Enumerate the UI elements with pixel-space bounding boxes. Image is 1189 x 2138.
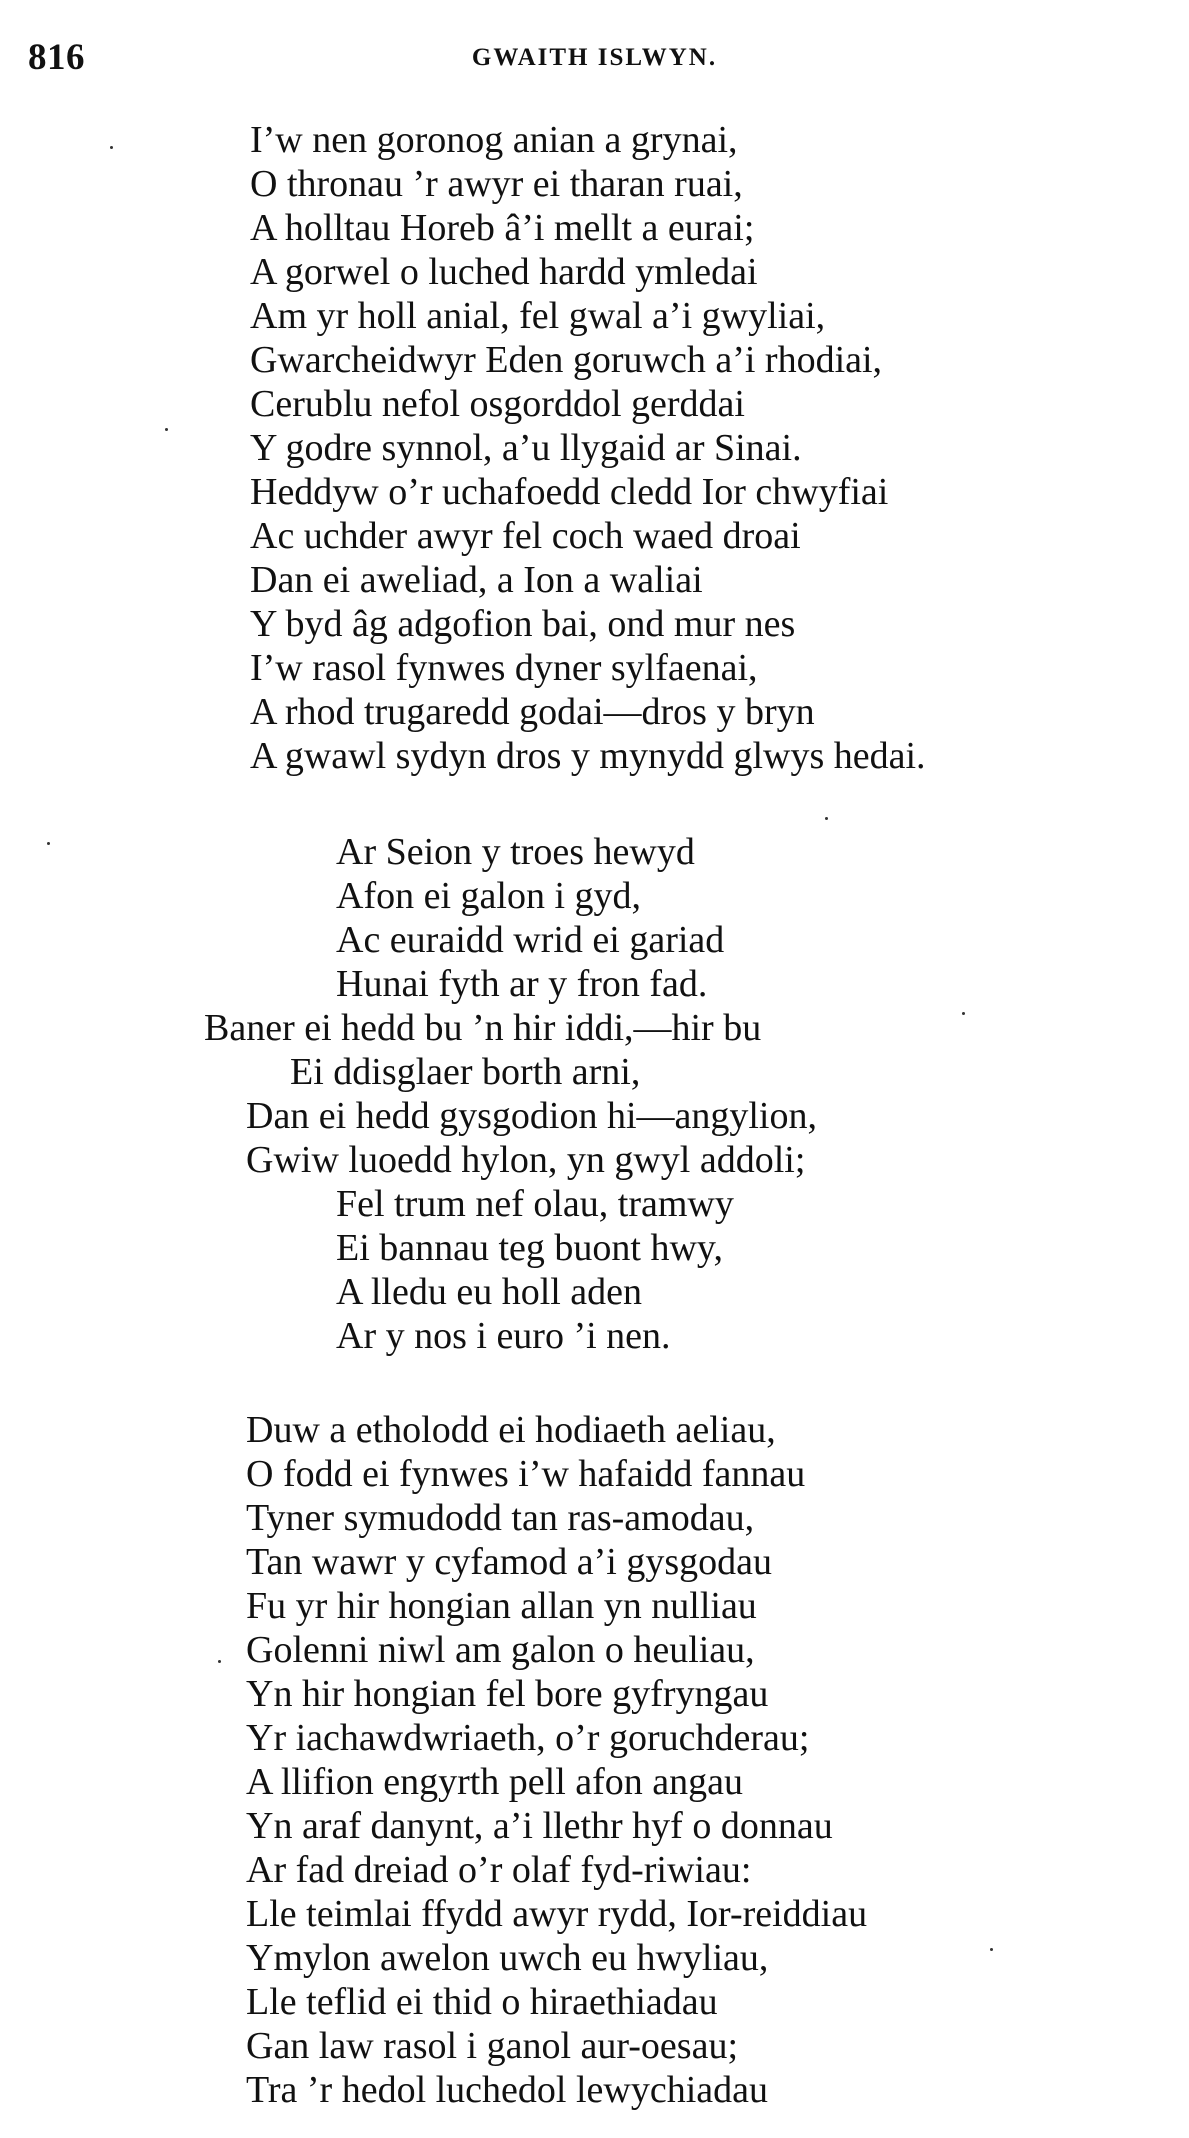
verse-line: Cerublu nefol osgorddol gerddai bbox=[250, 383, 745, 425]
verse-line: Tra ’r hedol luchedol lewychiadau bbox=[246, 2069, 768, 2111]
verse-line: Gwarcheidwyr Eden goruwch a’i rhodiai, bbox=[250, 339, 883, 381]
verse-line: Y godre synnol, a’u llygaid ar Sinai. bbox=[250, 427, 802, 469]
verse-line: A lledu eu holl aden bbox=[336, 1271, 643, 1313]
verse-line: Yn hir hongian fel bore gyfryngau bbox=[246, 1673, 769, 1715]
print-speck bbox=[47, 842, 50, 845]
page-number: 816 bbox=[28, 37, 85, 78]
verse-line: Tyner symudodd tan ras-amodau, bbox=[246, 1497, 755, 1539]
verse-line: A gorwel o luched hardd ymledai bbox=[250, 251, 758, 293]
verse-line: Ac uchder awyr fel coch waed droai bbox=[250, 515, 801, 557]
verse-line: Ar fad dreiad o’r olaf fyd-riwiau: bbox=[246, 1849, 752, 1891]
verse-line: A gwawl sydyn dros y mynydd glwys hedai. bbox=[250, 735, 926, 777]
verse-line: Duw a etholodd ei hodiaeth aeliau, bbox=[246, 1409, 776, 1451]
verse-line: Ei bannau teg buont hwy, bbox=[336, 1227, 723, 1269]
verse-line: Afon ei galon i gyd, bbox=[336, 875, 642, 917]
verse-line: Ymylon awelon uwch eu hwyliau, bbox=[246, 1937, 769, 1979]
verse-line: O fodd ei fynwes i’w hafaidd fannau bbox=[246, 1453, 806, 1495]
verse-line: Golenni niwl am galon o heuliau, bbox=[246, 1629, 755, 1671]
running-title: GWAITH ISLWYN. bbox=[471, 44, 718, 71]
verse-line: Yn araf danynt, a’i llethr hyf o donnau bbox=[246, 1805, 833, 1847]
verse-line: Fu yr hir hongian allan yn nulliau bbox=[246, 1585, 757, 1627]
print-speck bbox=[110, 146, 113, 149]
verse-line: Am yr holl anial, fel gwal a’i gwyliai, bbox=[250, 295, 826, 337]
verse-line: Heddyw o’r uchafoedd cledd Ior chwyfiai bbox=[250, 471, 889, 513]
verse-line: Lle teflid ei thid o hiraethiadau bbox=[246, 1981, 718, 2023]
verse-line: Ac euraidd wrid ei gariad bbox=[336, 919, 725, 961]
print-speck bbox=[990, 1948, 993, 1951]
verse-line: O thronau ’r awyr ei tharan ruai, bbox=[250, 163, 743, 205]
verse-line: A rhod trugaredd godai—dros y bryn bbox=[250, 691, 815, 733]
verse-line: Y byd âg adgofion bai, ond mur nes bbox=[250, 603, 796, 645]
verse-line: A holltau Horeb â’i mellt a eurai; bbox=[250, 207, 755, 249]
verse-line: Gan law rasol i ganol aur-oesau; bbox=[246, 2025, 739, 2067]
print-speck bbox=[825, 817, 828, 820]
verse-line: I’w nen goronog anian a grynai, bbox=[250, 119, 738, 161]
verse-line: Dan ei aweliad, a Ion a waliai bbox=[250, 559, 703, 601]
verse-line: Yr iachawdwriaeth, o’r goruchderau; bbox=[246, 1717, 810, 1759]
verse-line: A llifion engyrth pell afon angau bbox=[246, 1761, 744, 1803]
verse-line: Ei ddisglaer borth arni, bbox=[290, 1051, 641, 1093]
verse-line: I’w rasol fynwes dyner sylfaenai, bbox=[250, 647, 758, 689]
verse-line: Hunai fyth ar y fron fad. bbox=[336, 963, 708, 1005]
verse-line: Ar Seion y troes hewyd bbox=[336, 831, 695, 873]
verse-line: Dan ei hedd gysgodion hi—angylion, bbox=[246, 1095, 817, 1137]
verse-line: Ar y nos i euro ’i nen. bbox=[336, 1315, 671, 1357]
print-speck bbox=[218, 1660, 221, 1663]
print-speck bbox=[165, 428, 168, 431]
verse-line: Tan wawr y cyfamod a’i gysgodau bbox=[246, 1541, 773, 1583]
verse-line: Lle teimlai ffydd awyr rydd, Ior-reiddiau bbox=[246, 1893, 868, 1935]
verse-line: Gwiw luoedd hylon, yn gwyl addoli; bbox=[246, 1139, 806, 1181]
print-speck bbox=[962, 1012, 965, 1015]
verse-line: Baner ei hedd bu ’n hir iddi,—hir bu bbox=[204, 1007, 762, 1049]
verse-line: Fel trum nef olau, tramwy bbox=[336, 1183, 734, 1225]
